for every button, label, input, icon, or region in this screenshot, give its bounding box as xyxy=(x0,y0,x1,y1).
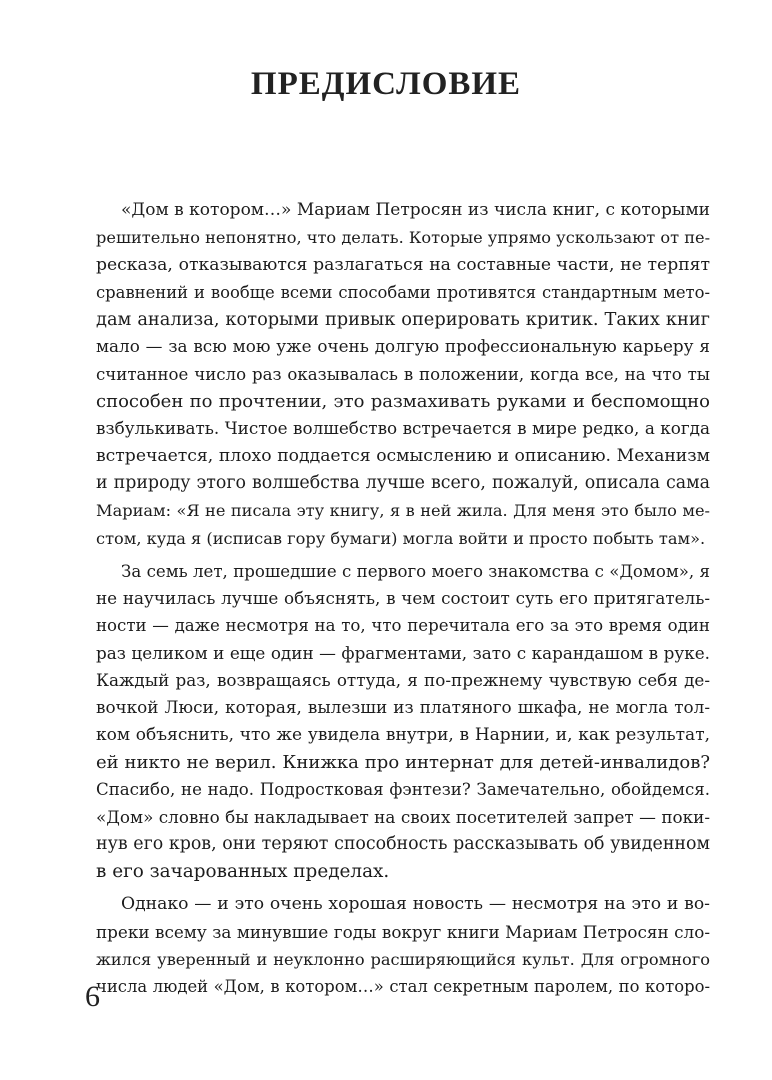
paragraph xyxy=(96,891,710,1000)
text-line: жился уверенный и неуклонно расширяющийся культ. Для огромного xyxy=(96,950,710,970)
text-line: раз целиком и еще один — фрагментами, зато с карандашом в руке. xyxy=(96,642,710,663)
text-line: ей никто не верил. Книжка про интернат для детей-инвалидов? xyxy=(96,751,710,773)
body-text xyxy=(96,197,710,1001)
page-number: 6 xyxy=(85,980,100,1013)
text-line: ности — даже несмотря на то, что перечитала его за это время один xyxy=(96,616,710,636)
text-line: взбулькивать. Чистое волшебство встречается в мире редко, а когда xyxy=(96,418,710,439)
text-line: числа людей «Дом, в котором…» стал секретным паролем, по которо- xyxy=(96,977,710,997)
text-line: «Дом» словно бы накладывает на своих посетителей запрет — поки- xyxy=(96,806,710,827)
text-line: Однако — и это очень хорошая новость — несмотря на это и во- xyxy=(121,894,710,915)
text-line: нув его кров, они теряют способность рассказывать об увиденном xyxy=(96,833,710,854)
text-line: дам анализа, которыми привык оперировать критик. Таких книг xyxy=(96,309,710,331)
text-line: вочкой Люси, которая, вылезши из платяного шкафа, не могла тол- xyxy=(96,697,710,718)
text-line: «Дом в котором…» Мариам Петросян из числа книг, с которыми xyxy=(121,200,710,220)
text-line: не научилась лучше объяснять, в чем состоит суть его притягатель- xyxy=(96,588,710,609)
text-line: Спасибо, не надо. Подростковая фэнтези? Замечательно, обойдемся. xyxy=(96,780,710,800)
text-line: и природу этого волшебства лучше всего, пожалуй, описала сама xyxy=(96,472,710,493)
text-line: считанное число раз оказывалась в положении, когда все, на что ты xyxy=(96,364,710,384)
paragraph xyxy=(96,558,710,886)
text-line: ресказа, отказываются разлагаться на составные части, не терпят xyxy=(96,254,710,275)
text-line: Каждый раз, возвращаясь оттуда, я по-прежнему чувствую себя де- xyxy=(96,670,710,691)
paragraph xyxy=(96,197,710,552)
text-line: За семь лет, прошедшие с первого моего знакомства с «Домом», я xyxy=(121,561,710,581)
text-line: стом, куда я (исписав гору бумаги) могла войти и просто побыть там». xyxy=(96,528,706,548)
text-line: сравнений и вообще всеми способами противятся стандартным мето- xyxy=(96,282,710,302)
text-line: решительно непонятно, что делать. Которые упрямо ускользают от пе- xyxy=(96,228,710,248)
text-line: мало — за всю мою уже очень долгую профессиональную карьеру я xyxy=(96,336,710,357)
chapter-title: ПРЕДИСЛОВИЕ xyxy=(250,66,522,102)
text-line: преки всему за минувшие годы вокруг книги Мариам Петросян сло- xyxy=(96,921,710,942)
text-line: в его зачарованных пределах. xyxy=(96,861,390,883)
text-line: встречается, плохо поддается осмыслению и описанию. Механизм xyxy=(96,445,710,466)
text-line: ком объяснить, что же увидела внутри, в Нарнии, и, как результат, xyxy=(96,724,710,745)
text-line: способен по прочтении, это размахивать руками и беспомощно xyxy=(96,391,710,413)
text-line: Мариам: «Я не писала эту книгу, я в ней жила. Для меня это было ме- xyxy=(96,501,710,521)
